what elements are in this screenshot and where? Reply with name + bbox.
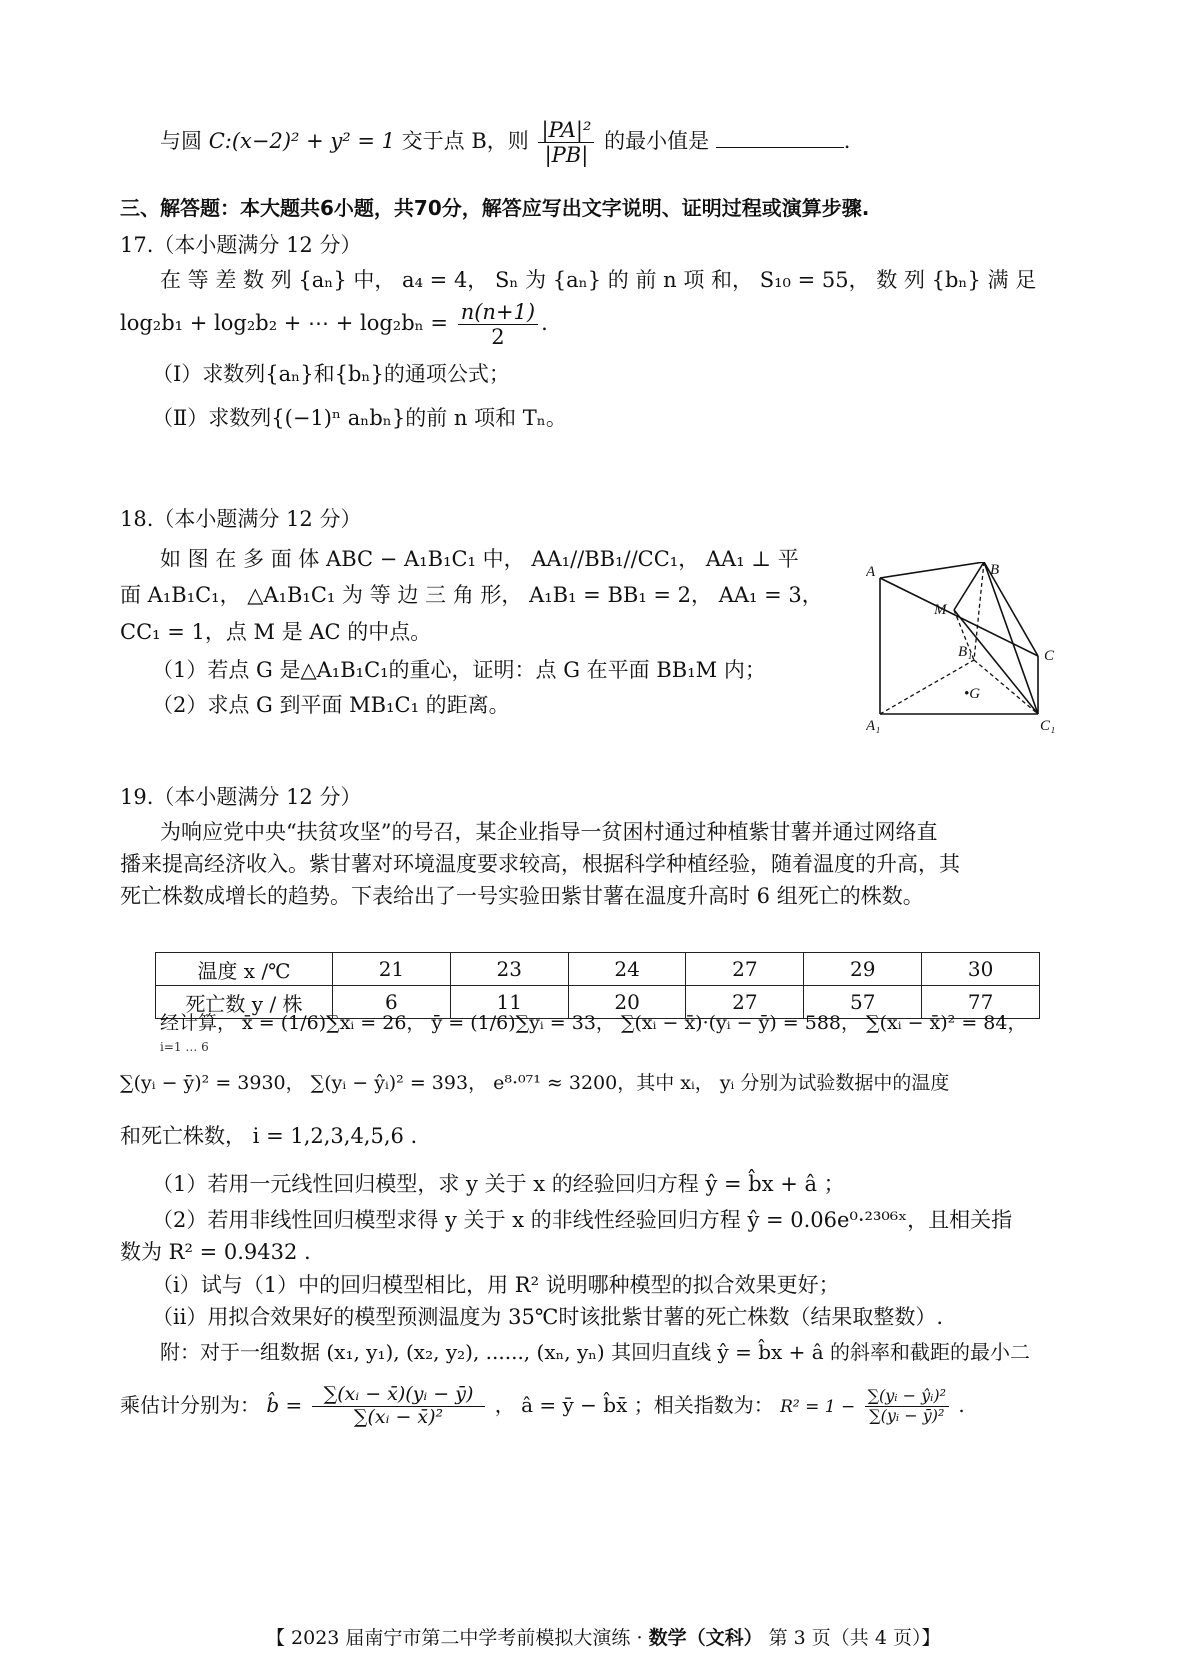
label-A: A bbox=[866, 564, 876, 580]
q19-calc2: ∑(yᵢ − ȳ)² = 3930， ∑(yᵢ − ŷᵢ)² = 393， e⁸·⁰⁷¹ ≈ 3200，其中 xᵢ， yᵢ 分别为试验数据中的温度 bbox=[120, 1072, 950, 1094]
q16-circle: C:(x−2)² + y² = 1 bbox=[208, 129, 395, 154]
q16-fraction bbox=[538, 118, 594, 167]
temperature-death-table bbox=[155, 952, 1040, 1019]
q19-note2 bbox=[120, 1384, 965, 1429]
label-M: M bbox=[934, 602, 947, 618]
table-cell: 29 bbox=[804, 953, 922, 986]
table-row-temperature bbox=[156, 953, 1040, 986]
q19-sub2: （ⅱ）用拟合效果好的模型预测温度为 35℃时该批紫甘薯的死亡株数（结果取整数）. bbox=[152, 1305, 943, 1329]
q18-part2: （2）求点 G 到平面 MB₁C₁ 的距离。 bbox=[152, 693, 510, 717]
footer-subject: 数学（文科） bbox=[648, 1627, 763, 1649]
q17-line2 bbox=[120, 300, 548, 349]
q17-line2-end: . bbox=[541, 311, 548, 336]
footer-right: 第 3 页（共 4 页）】 bbox=[762, 1627, 941, 1649]
b-hat-num: ∑(xᵢ − x̄)(yᵢ − ȳ) bbox=[312, 1384, 486, 1407]
table-cell: 24 bbox=[568, 953, 686, 986]
label-C1: C₁ bbox=[1040, 718, 1056, 734]
table-cell: 11 bbox=[450, 986, 568, 1019]
table-header-temperature: 温度 x /℃ bbox=[156, 953, 333, 986]
q19-header: 19.（本小题满分 12 分） bbox=[120, 785, 362, 809]
table-cell: 23 bbox=[450, 953, 568, 986]
q19-calc3: 和死亡株数， i = 1,2,3,4,5,6 . bbox=[120, 1124, 418, 1148]
q19-para3: 死亡株数成增长的趋势。下表给出了一号实验田紫甘薯在温度升高时 6 组死亡的株数。 bbox=[120, 884, 924, 908]
q16-fraction-num: |PA|² bbox=[538, 118, 594, 143]
table-cell: 27 bbox=[686, 953, 804, 986]
b-hat-label: b̂ = bbox=[266, 1392, 303, 1417]
label-B1: B₁ bbox=[958, 644, 973, 660]
q19-part1: （1）若用一元线性回归模型，求 y 关于 x 的经验回归方程 ŷ = b̂x + â ； bbox=[152, 1172, 845, 1196]
answer-blank[interactable] bbox=[716, 129, 844, 148]
hidden-edge-a1-b1 bbox=[880, 660, 974, 714]
q16-fraction-den: |PB| bbox=[544, 143, 589, 168]
q19-sub1: （ⅰ）试与（1）中的回归模型相比，用 R² 说明哪种模型的拟合效果更好； bbox=[152, 1273, 840, 1297]
table-cell: 27 bbox=[686, 986, 804, 1019]
q16-lead: 与圆 bbox=[160, 129, 202, 154]
q19-part2: （2）若用非线性回归模型求得 y 关于 x 的非线性经验回归方程 ŷ = 0.06e⁰·²³⁰⁶ˣ，且相关指 bbox=[152, 1208, 1013, 1232]
a-hat-text: ， â = ȳ − b̂x̄ ；相关指数为： bbox=[494, 1392, 774, 1417]
footer-left: 【 2023 届南宁市第二中学考前模拟大演练 · bbox=[266, 1627, 649, 1649]
q19-note1: 附：对于一组数据 (x₁, y₁), (x₂, y₂), ......, (xₙ, yₙ) 其回归直线 ŷ = b̂x + â 的斜率和截距的最小二 bbox=[160, 1340, 1031, 1364]
table-cell: 30 bbox=[922, 953, 1040, 986]
edge-b-c1 bbox=[984, 562, 1038, 714]
q18-line3: CC₁ = 1，点 M 是 AC 的中点。 bbox=[120, 620, 432, 644]
q17-part2: （Ⅱ）求数列{(−1)ⁿ aₙbₙ}的前 n 项和 Tₙ。 bbox=[152, 406, 567, 430]
table-header-deaths: 死亡数 y / 株 bbox=[156, 986, 333, 1019]
q17-fraction-num: n(n+1) bbox=[458, 300, 538, 325]
r2-num: ∑(yᵢ − ŷᵢ)² bbox=[865, 1387, 949, 1406]
q18-part1: （1）若点 G 是△A₁B₁C₁的重心，证明：点 G 在平面 BB₁M 内； bbox=[152, 658, 766, 682]
q19-part2b: 数为 R² = 0.9432 . bbox=[120, 1240, 311, 1264]
q19-para1: 为响应党中央“扶贫攻坚”的号召，某企业指导一贫困村通过种植紫甘薯并通过网络直 bbox=[160, 820, 938, 844]
edge-a-b bbox=[880, 562, 984, 578]
page-footer bbox=[266, 1623, 940, 1650]
q17-header: 17.（本小题满分 12 分） bbox=[120, 233, 362, 257]
b-hat-fraction bbox=[312, 1384, 486, 1429]
q19-sum-range: i=1 … 6 bbox=[160, 1040, 209, 1054]
section-3-heading: 三、解答题：本大题共6小题，共70分，解答应写出文字说明、证明过程或演算步骤. bbox=[120, 196, 870, 220]
q17-line2-lhs: log₂b₁ + log₂b₂ + ⋯ + log₂bₙ = bbox=[120, 311, 449, 336]
q17-part1: （Ⅰ）求数列{aₙ}和{bₙ}的通项公式； bbox=[152, 362, 510, 386]
q16-end: . bbox=[843, 129, 851, 154]
note2-end: . bbox=[958, 1392, 965, 1417]
table-cell: 21 bbox=[333, 953, 451, 986]
q17-fraction-den: 2 bbox=[491, 325, 505, 350]
q16-tail-text: 的最小值是 bbox=[604, 129, 710, 154]
q16-mid: 交于点 B，则 bbox=[401, 129, 529, 154]
edge-m-b bbox=[954, 562, 984, 610]
table-cell: 77 bbox=[922, 986, 1040, 1019]
q18-line2: 面 A₁B₁C₁， △A₁B₁C₁ 为 等 边 三 角 形， A₁B₁ = BB₁ = 2， AA₁ = 3， bbox=[120, 583, 823, 607]
q18-line1: 如 图 在 多 面 体 ABC − A₁B₁C₁ 中， AA₁//BB₁//CC₁， AA₁ ⊥ 平 bbox=[160, 547, 799, 571]
label-A1: A₁ bbox=[866, 718, 881, 734]
r2-fraction bbox=[865, 1387, 949, 1425]
table-cell: 57 bbox=[804, 986, 922, 1019]
b-hat-den: ∑(xᵢ − x̄)² bbox=[353, 1405, 444, 1428]
q17-fraction bbox=[458, 300, 538, 349]
label-C: C bbox=[1044, 648, 1055, 664]
q19-para2: 播来提高经济收入。紫甘薯对环境温度要求较高，根据科学种植经验，随着温度的升高，其 bbox=[120, 852, 960, 876]
label-G: •G bbox=[964, 686, 981, 702]
q19-calc1: 经计算， x̄ = (1/6)∑xᵢ = 26， ȳ = (1/6)∑yᵢ = 33， ∑(xᵢ − x̄)·(yᵢ − ȳ) = 588， ∑(xᵢ − x̄)² = 84， bbox=[160, 1012, 1027, 1034]
r2-label: R² = 1 − bbox=[780, 1396, 856, 1417]
label-B: B bbox=[990, 562, 1000, 578]
polyhedron-figure bbox=[866, 562, 1066, 734]
table-cell: 6 bbox=[333, 986, 451, 1019]
q16-tail bbox=[160, 118, 850, 167]
q17-line1: 在 等 差 数 列 {aₙ} 中， a₄ = 4， Sₙ 为 {aₙ} 的 前 n 项 和， S₁₀ = 55， 数 列 {bₙ} 满 足 bbox=[160, 268, 1037, 292]
note2-lead: 乘估计分别为： bbox=[120, 1392, 260, 1417]
table-cell: 20 bbox=[568, 986, 686, 1019]
r2-den: ∑(yᵢ − ȳ)² bbox=[869, 1405, 945, 1425]
q18-header: 18.（本小题满分 12 分） bbox=[120, 507, 362, 531]
